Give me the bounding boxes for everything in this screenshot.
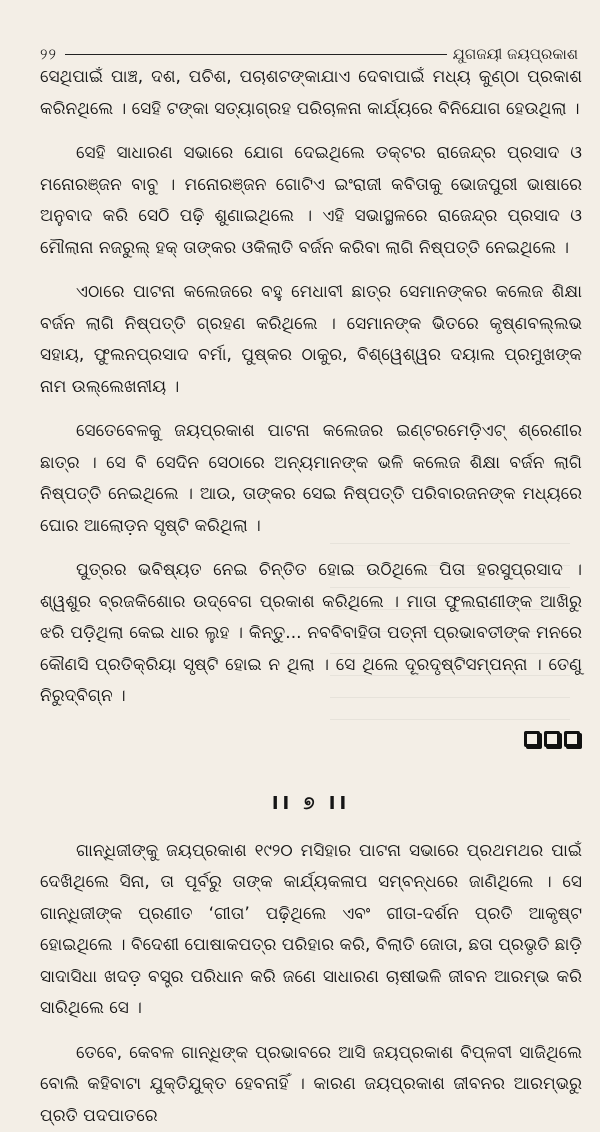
section-end-ornament [40,731,580,747]
paragraph: ସେହି ସାଧାରଣ ସଭାରେ ଯୋଗ ଦେଇଥିଲେ ଡକ୍ଟର ରାଜେନ୍ଦ୍ର ପ୍ରସାଦ ଓ ମନୋରଞ୍ଜନ ବାବୁ । ମନୋରଞ୍ଜନ ଗୋଟିଏ ଇଂରାଜୀ କବିତାକୁ ଭୋଜପୁରୀ ଭାଷାରେ ଅନୁବାଦ କରି ସେଠି ପଢ଼ି ଶୁଣାଇଥିଲେ । ଏହି ସଭାସ୍ଥଳରେ ରାଜେନ୍ଦ୍ର ପ୍ରସାଦ ଓ ମୌଲାନା ନଜରୁଲ୍ ହକ୍ ତାଙ୍କର ଓକିଲାତି ବର୍ଜନ କରିବା ଲାଗି ନିଷ୍ପତ୍ତି ନେଇଥିଲେ । [40,138,582,264]
paragraph: ଏଠାରେ ପାଟନା କଲେଜରେ ବହୁ ମେଧାବୀ ଛାତ୍ର ସେମାନଙ୍କର କଲେଜ ଶିକ୍ଷା ବର୍ଜନ ଲାଗି ନିଷ୍ପତ୍ତି ଗ୍ରହଣ କରିଥିଲେ । ସେମାନଙ୍କ ଭିତରେ କୃଷ୍ଣବଲ୍ଲଭ ସହାୟ, ଫୁଲନପ୍ରସାଦ ବର୍ମା, ପୁଷ୍କର ଠାକୁର, ବିଶ୍ୱେଶ୍ୱର ଦୟାଲ ପ୍ରମୁଖଙ୍କ ନାମ ଉଲ୍ଲେଖନୀୟ । [40,277,582,403]
paragraph: ସେଥିପାଇଁ ପାଞ୍ଚ, ଦଶ, ପଚିଶ, ପଚାଶଟଙ୍କାଯାଏ ଦେବାପାଇଁ ମଧ୍ୟ କୁଣ୍ଠା ପ୍ରକାଶ କରିନଥିଲେ । ସେହି ଟଙ୍କା ସତ୍ୟାଗ୍ରହ ପରିଚାଳନା କାର୍ଯ୍ୟରେ ବିନିଯୋଗ ହେଉଥିଲା । [40,62,582,125]
box-ornament-icon [544,731,560,747]
box-ornament-icon [524,731,540,747]
paragraph: ତେବେ, କେବଳ ଗାନ୍ଧିଙ୍କ ପ୍ରଭାବରେ ଆସି ଜୟପ୍ରକାଶ ବିପ୍ଳବୀ ସାଜିଥିଲେ ବୋଲି କହିବାଟା ଯୁକ୍ତିଯୁକ୍ତ ହେବନାହିଁ । କାରଣ ଜୟପ୍ରକାଶ ଜୀବନର ଆରମ୍ଭରୁ ପ୍ରତି ପଦପାତରେ [40,1038,582,1132]
box-ornament-icon [564,731,580,747]
body-text [40,62,582,1132]
running-title: ଯୁଗଜୟୀ ଜୟପ୍ରକାଶ [453,45,578,63]
chapter-heading: II ୭ II [40,793,582,814]
page-number: ୨୨ [40,45,57,63]
paragraph: ଗାନ୍ଧିଜୀଙ୍କୁ ଜୟପ୍ରକାଶ ୧୯୨୦ ମସିହାର ପାଟନା ସଭାରେ ପ୍ରଥମଥର ପାଇଁ ଦେଖିଥିଲେ ସିନା, ତା ପୂର୍ବରୁ ତାଙ୍କ କାର୍ଯ୍ୟକଳାପ ସମ୍ବନ୍ଧରେ ଜାଣିଥିଲେ । ସେ ଗାନ୍ଧିଜୀଙ୍କ ପ୍ରଣୀତ ‘ଗୀତା’ ପଢ଼ିଥିଲେ ଏବଂ ଗୀତା-ଦର୍ଶନ ପ୍ରତି ଆକୃଷ୍ଟ ହୋଇଥିଲେ । ବିଦେଶୀ ପୋଷାକପତ୍ର ପରିହାର କରି, ବିଲାତି ଜୋତା, ଛତା ପ୍ରଭୃତି ଛାଡ଼ି ସାଦାସିଧା ଖଦଡ଼ ବସ୍ତ୍ର ପରିଧାନ କରି ଜଣେ ସାଧାରଣ ଚାଷୀଭଳି ଜୀବନ ଆରମ୍ଭ କରି ସାରିଥିଲେ ସେ । [40,836,582,1025]
paragraph: ସେତେବେଳକୁ ଜୟପ୍ରକାଶ ପାଟନା କଲେଜର ଇଣ୍ଟରମେଡ଼ିଏଟ୍ ଶ୍ରେଣୀର ଛାତ୍ର । ସେ ବି ସେଦିନ ସେଠାରେ ଅନ୍ୟମାନଙ୍କ ଭଳି କଲେଜ ଶିକ୍ଷା ବର୍ଜନ ଲାଗି ନିଷ୍ପତ୍ତି ନେଇଥିଲେ । ଆଉ, ତାଙ୍କର ସେଇ ନିଷ୍ପତ୍ତି ପରିବାରଜନଙ୍କ ମଧ୍ୟରେ ଘୋର ଆଲୋଡ଼ନ ସୃଷ୍ଟି କରିଥିଲା । [40,416,582,542]
paragraph: ପୁତ୍ରର ଭବିଷ୍ୟତ ନେଇ ଚିନ୍ତିତ ହୋଇ ଉଠିଥିଲେ ପିତା ହରସୁପ୍ରସାଦ । ଶ୍ୱଶୁର ବ୍ରଜକିଶୋର ଉଦ୍‌ବେଗ ପ୍ରକାଶ କରିଥିଲେ । ମାତା ଫୁଲରାଣୀଙ୍କ ଆଖିରୁ ଝରି ପଡ଼ିଥିଲା କେଇ ଧାର ଲୁହ । କିନ୍ତୁ... ନବବିବାହିତା ପତ୍ନୀ ପ୍ରଭାବତୀଙ୍କ ମନରେ କୌଣସି ପ୍ରତିକ୍ରିୟା ସୃଷ୍ଟି ହୋଇ ନ ଥିଲା । ସେ ଥିଲେ ଦୂରଦୃଷ୍ଟିସମ୍ପନ୍ନା । ତେଣୁ ନିରୁଦ୍‌ବିଗ୍ନ । [40,555,582,713]
header-rule [65,54,447,55]
